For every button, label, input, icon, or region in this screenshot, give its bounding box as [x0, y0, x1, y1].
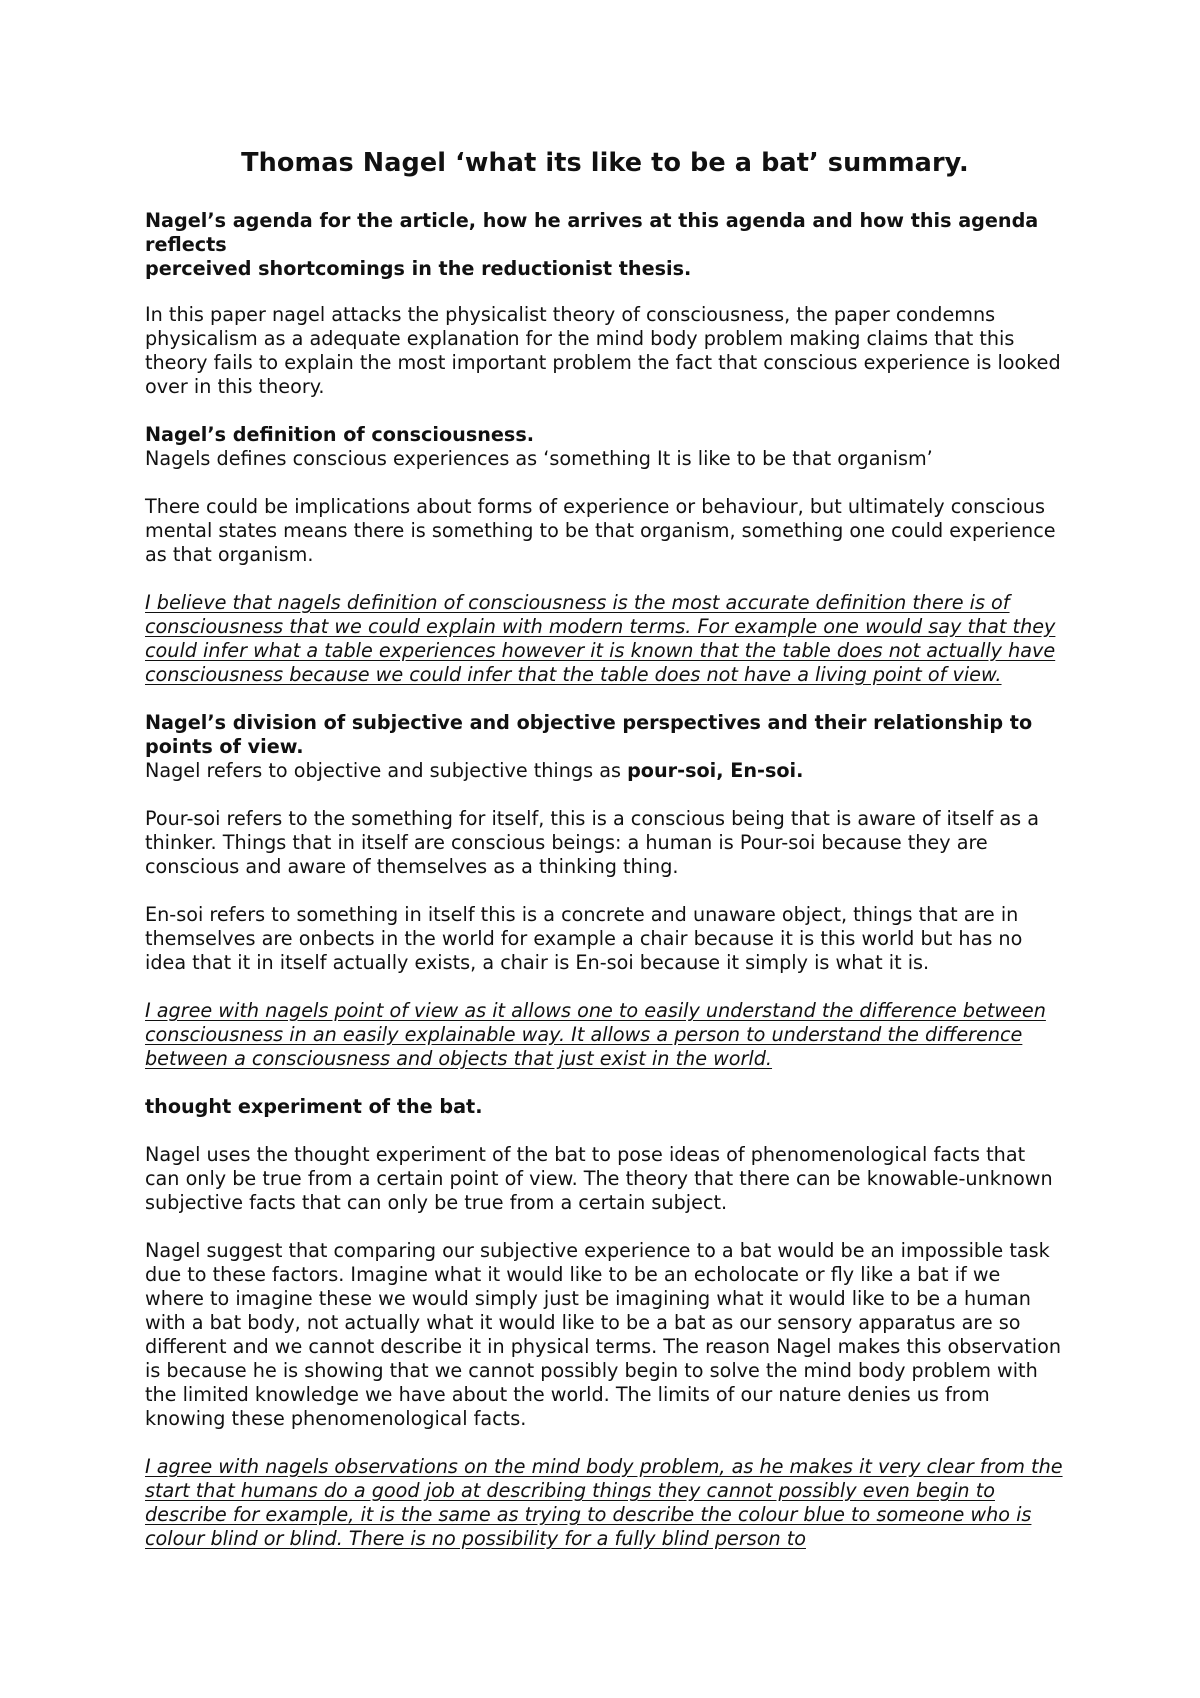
spacer	[145, 1431, 1065, 1455]
definition-heading: Nagel’s definition of consciousness.	[145, 423, 535, 446]
spacer	[145, 879, 1065, 903]
definition-opinion: I believe that nagels definition of consciousness is the most accurate definition there is of consciousness that we could explain with modern terms. For example one would say that they could infer what a table experiences however it is known that the table does not actually have consciousness because we could infer that the table does not have a living point of view.	[145, 591, 1056, 686]
division-intro-text: Nagel refers to objective and subjective things as	[145, 759, 628, 782]
definition-paragraph: There could be implications about forms of experience or behaviour, but ultimately conscious mental states means there is something to be that organism, something one could experience as that organism.	[145, 495, 1056, 566]
agenda-heading	[145, 209, 1065, 281]
bat-paragraph-1: Nagel uses the thought experiment of the bat to pose ideas of phenomenological facts that can only be true from a certain point of view. The theory that there can be knowable-unknown subjective facts that can only be true from a certain subject.	[145, 1143, 1053, 1214]
pour-soi-paragraph: Pour-soi refers to the something for itself, this is a conscious being that is aware of itself as a thinker. Things that in itself are conscious beings: a human is Pour-soi because they are conscious and aware of themselves as a thinking thing.	[145, 807, 1039, 878]
agenda-paragraph: In this paper nagel attacks the physicalist theory of consciousness, the paper condemns physicalism as a adequate explanation for the mind body problem making claims that this theory fails to explain the most important problem the fact that conscious experience is looked over in this theory.	[145, 303, 1061, 398]
spacer	[145, 687, 1065, 711]
spacer	[145, 1119, 1065, 1143]
spacer	[145, 1071, 1065, 1095]
agenda-heading-line1: Nagel’s agenda for the article, how he arrives at this agenda and how this agenda reflects	[145, 209, 1039, 256]
bat-opinion: I agree with nagels observations on the mind body problem, as he makes it very clear from the start that humans do a good job at describing things they cannot possibly even begin to describe for example, it is the same as trying to describe the colour blue to someone who is colour blind or blind. There is no possibility for a fully blind person to	[145, 1455, 1063, 1550]
spacer	[145, 783, 1065, 807]
spacer	[145, 567, 1065, 591]
spacer	[145, 471, 1065, 495]
spacer	[145, 975, 1065, 999]
document-body	[145, 146, 1065, 1551]
bat-paragraph-2: Nagel suggest that comparing our subjective experience to a bat would be an impossible task due to these factors. Imagine what it would like to be an echolocate or fly like a bat if we where to imagine these we would simply just be imagining what it would like to be a human with a bat body, not actually what it would like to be a bat as our sensory apparatus are so different and we cannot describe it in physical terms. The reason Nagel makes this observation is because he is showing that we cannot possibly begin to solve the mind body problem with the limited knowledge we have about the world. The limits of our nature denies us from knowing these phenomenological facts.	[145, 1239, 1061, 1430]
spacer	[145, 281, 1065, 303]
division-opinion: I agree with nagels point of view as it allows one to easily understand the difference between consciousness in an easily explainable way. It allows a person to understand the difference between a consciousness and objects that just exist in the world.	[145, 999, 1046, 1070]
agenda-heading-line2: perceived shortcomings in the reductionist thesis.	[145, 257, 692, 280]
division-heading: Nagel’s division of subjective and objective perspectives and their relationship to points of view.	[145, 711, 1033, 758]
spacer	[145, 1215, 1065, 1239]
division-intro	[145, 759, 1065, 783]
en-soi-paragraph: En-soi refers to something in itself this is a concrete and unaware object, things that are in themselves are onbects in the world for example a chair because it is this world but has no idea that it in itself actually exists, a chair is En-soi because it simply is what it is.	[145, 903, 1023, 974]
division-intro-terms: pour-soi, En-soi.	[627, 759, 804, 782]
bat-heading: thought experiment of the bat.	[145, 1095, 483, 1118]
spacer	[145, 399, 1065, 423]
definition-line: Nagels defines conscious experiences as ‘something It is like to be that organism’	[145, 447, 933, 470]
document-title: Thomas Nagel ‘what its like to be a bat’ summary.	[241, 148, 969, 178]
